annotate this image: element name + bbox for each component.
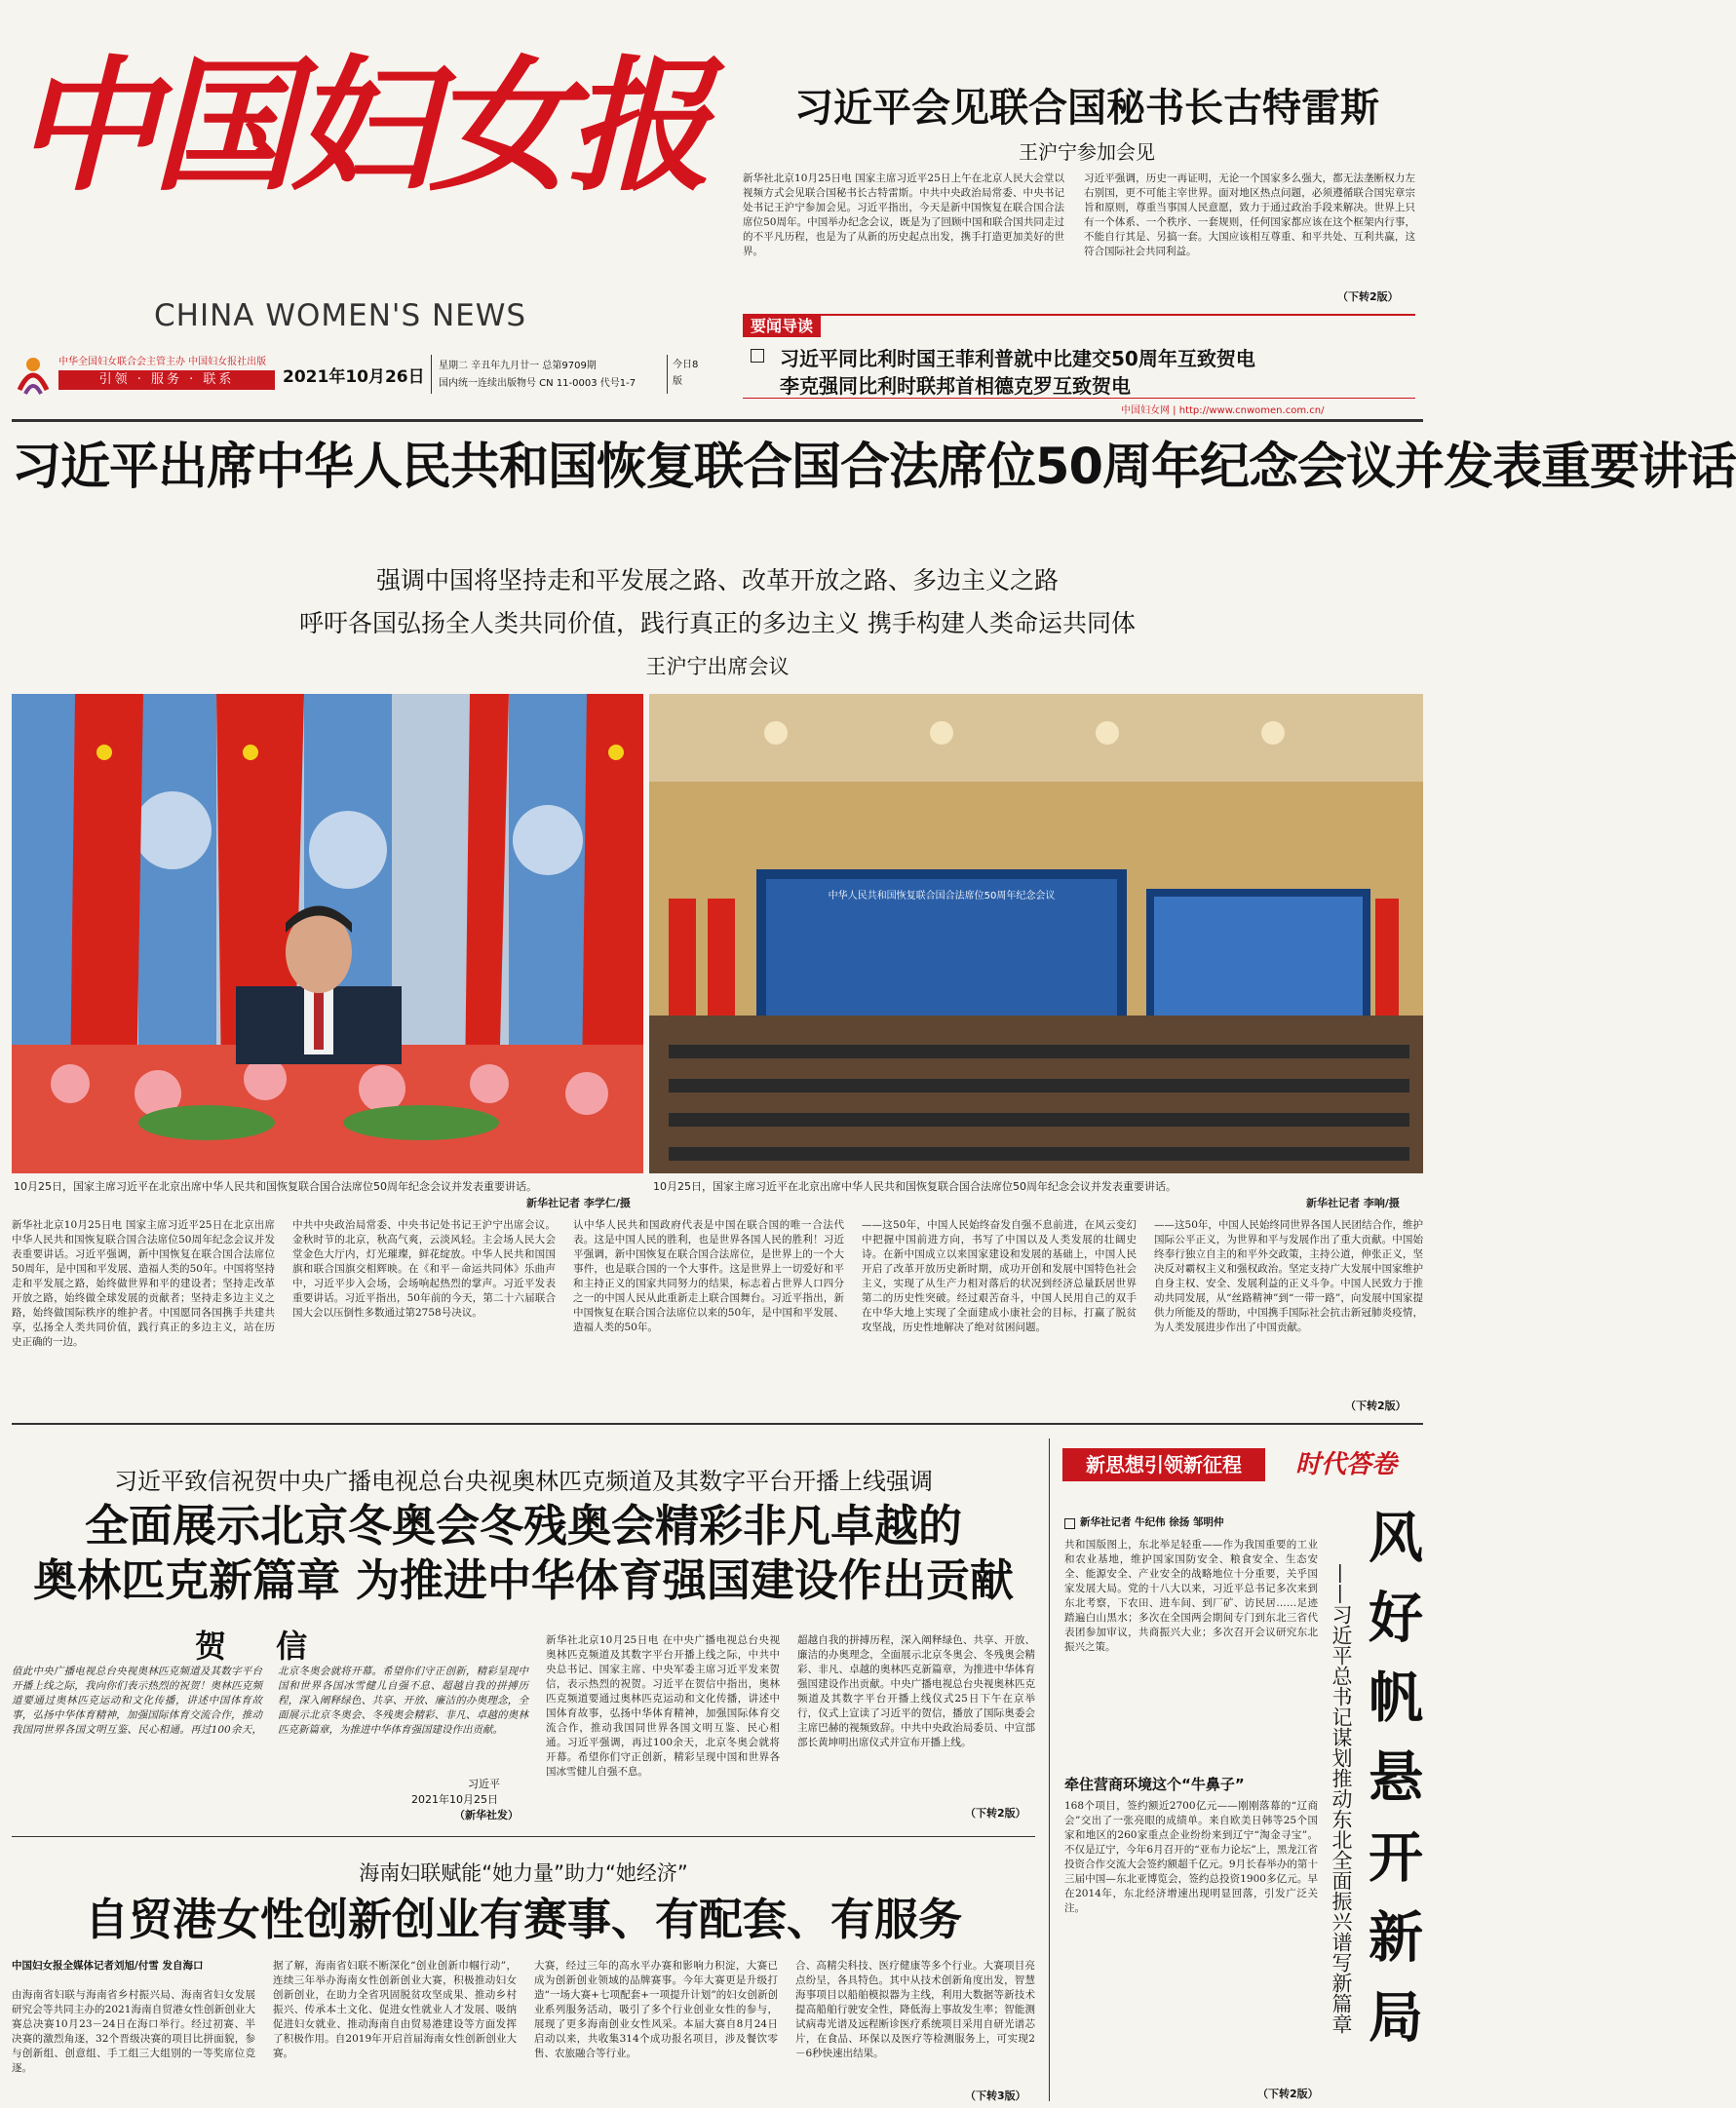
guide-item-2[interactable]: 李克强同比利时联邦首相德克罗互致贺电 (780, 374, 1131, 398)
series-tag: 时代答卷 (1294, 1450, 1397, 1479)
hainan-body-col-4: 合、高精尖科技、医疗健康等多个行业。大赛项目亮点纷呈，各具特色。其中从技术创新角度出发，智慧海事项目以船舶模拟器为主线，利用大数据等新技术提高船舶行驶安全性，降低海上事故发生率；智能测试病毒光谱及远程断诊医疗系统项目采用自研光谱芯片，在食品、环保以及医疗等检测服务上，可实现2－6秒快速出结果。 (795, 1960, 1035, 2059)
hainan-headline: 自贸港女性创新创业有赛事、有配套、有服务 (84, 1894, 962, 1945)
olympic-headline-1: 全面展示北京冬奥会冬残奥会精彩非凡卓越的 (84, 1500, 962, 1552)
org-line: 中华全国妇女联合会主管主办 中国妇女报社出版 (58, 357, 267, 367)
top-story-col-2: 习近平强调，历史一再证明，无论一个国家多么强大，都无法垄断权力左右别国，更不可能主宰世界。面对地区热点问题，必须遵循联合国宪章宗旨和原则，尊重当事国人民意愿，致力于通过政治手段来解决。世界上只有一个体系、一个秩序、一套规则，任何国家都应该在这个框架内行事，不能自行其是、另搞一套。大国应该相互尊重、和平共处、互利共赢，这符合国际社会共同利益。 (1084, 172, 1415, 257)
photo-venue-credit: 新华社记者 李响/摄 (1306, 1197, 1400, 1209)
photo-venue (649, 694, 1423, 1173)
masthead-info-bar (14, 351, 725, 400)
lead-body-col-4: ——这50年，中国人民始终奋发自强不息前进，在风云变幻中把握中国前进方向，书写了中国以及人类发展的壮阔史诗。在新中国成立以来国家建设和发展的基础上，中国人民开启了改革开放历史新时期，成功开创和发展中国特色社会主义，实现了从生产力相对落后的状况到经济总量跃居世界第二的历史性突破。经过艰苦奋斗，中国人民用自己的双手在中华大地上实现了全面建成小康社会的目标，打赢了脱贫攻坚战，历史性地解决了绝对贫困问题。 (862, 1219, 1137, 1333)
column-body-1: 共和国版图上，东北举足轻重——作为我国重要的工业和农业基地，维护国家国防安全、粮食安全、生态安全、能源安全、产业安全的战略地位十分重要，关乎国家发展大局。党的十八大以来，习近平总书记多次来到东北考察，下农田、进车间、到厂矿、访民居……足迹踏遍白山黑水；多次在全国两会期间专门到东北三省代表团参加审议，共商振兴大业；多次召开会议研究东北振兴之策。 (1064, 1539, 1318, 1653)
newspaper-logo: 中国妇女报 (14, 41, 706, 211)
masthead (0, 0, 741, 333)
lead-deck-3: 王沪宁出席会议 (645, 655, 790, 678)
website[interactable]: 中国妇女网 | http://www.cnwomen.com.cn/ (1121, 405, 1325, 416)
square-icon (1064, 1518, 1075, 1529)
column-byline: 新华社记者 牛纪伟 徐扬 邹明仲 (1080, 1516, 1224, 1528)
lead-deck-2: 呼吁各国弘扬全人类共同价值，践行真正的多边主义 携手构建人类命运共同体 (299, 609, 1136, 637)
hainan-body-col-1: 由海南省妇联与海南省乡村振兴局、海南省妇女发展研究会等共同主办的2021海南自贸港女性创新创业大赛总决赛10月23－24日在海口举行。经过初赛、半决赛的激烈角逐，32个晋级决赛的项目比拼面貌，参与创新组、创意组、手工组三大组别的一等奖席位竞逐。 (12, 1989, 255, 2074)
photo-venue-illustration (649, 694, 1423, 1173)
photo-venue-caption: 10月25日，国家主席习近平在北京出席中华人民共和国恢复联合国合法席位50周年纪念会议并发表重要讲话。 (653, 1180, 1177, 1193)
lead-body-col-5: ——这50年，中国人民始终同世界各国人民团结合作，维护国际公平正义，为世界和平与发展作出了重大贡献。中国始终奉行独立自主的和平外交政策，主持公道，伸张正义，坚决反对霸权主义和强权政治。坚定支持广大发展中国家维护自身主权、安全、发展利益的正义斗争。中国人民致力于推动共同发展，从“丝路精神”到“一带一路”，向发展中国家提供力所能及的帮助，中国携手国际社会抗击新冠肺炎疫情，为人类发展进步作出了中国贡献。 (1154, 1219, 1423, 1333)
checkbox-icon (751, 349, 764, 363)
lead-headline: 习近平出席中华人民共和国恢复联合国合法席位50周年纪念会议并发表重要讲话 (12, 439, 1736, 496)
english-name: CHINA WOMEN'S NEWS (154, 298, 527, 333)
column-body-2: 168个项目，签约额近2700亿元——刚刚落幕的“辽商会”交出了一张亮眼的成绩单。来自欧美日韩等25个国家和地区的260家重点企业纷纷来到辽宁“淘金寻宝”。不仅是辽宁，今年6月召开的“亚布力论坛”上，黑龙江省投资合作交流大会签约额超千亿元。9月长春举办的第十三届中国—东北亚博览会，签约总投资1900多亿元。早在2014年，东北经济增速出现明显回落，引发广泛关注。 (1064, 1800, 1318, 1914)
column-subtitle: ——习近平总书记谋划推动东北全面振兴谱写新篇章 (1330, 1563, 1353, 2034)
lead-deck-1: 强调中国将坚持走和平发展之路、改革开放之路、多边主义之路 (375, 566, 1059, 594)
emblem-icon (14, 351, 53, 396)
olympic-body-col-2: 超越自我的拼搏历程，深入阐释绿色、共享、开放、廉洁的办奥理念，全面展示北京冬奥会、冬残奥会精彩、非凡、卓越的奥林匹克新篇章，为推进中华体育强国建设作出贡献。中央广播电视总台央视奥林匹克频道及其数字平台开播上线仪式25日下午在京举行，仪式上宣读了习近平的贺信，播放了国际奥委会主席巴赫的视频致辞。中共中央政治局委员、中宣部部长黄坤明出席仪式并宣布开播上线。 (797, 1634, 1035, 1748)
guide-item-1[interactable]: 习近平同比利时国王菲利普就中比建交50周年互致贺电 (780, 347, 1255, 370)
top-story-continued: （下转2版） (1337, 290, 1399, 303)
photo-speaker (12, 694, 643, 1173)
lead-body-col-3: 认中华人民共和国政府代表是中国在联合国的唯一合法代表。这是中国人民的胜利，也是世界各国人民的胜利！习近平强调，新中国恢复在联合国合法席位，是世界上的一个大事件，也是联合国的一个大事件。这是世界上一切爱好和平和主持正义的国家共同努力的结果，标志着占世界人口四分之一的中国人民从此重新走上联合国舞台。习近平指出，新中国恢复在联合国合法席位以来的50年，是中国和平发展、造福人类的50年。 (573, 1219, 844, 1333)
lead-body-col-2: 中共中央政治局常委、中央书记处书记王沪宁出席会议。金秋时节的北京，秋高气爽，云淡风轻。主会场人民大会堂金色大厅内，灯光璀璨，鲜花绽放。中华人民共和国国旗和联合国旗交相辉映。在《和平－命运共同体》乐曲声中，习近平步入会场，会场响起热烈的掌声。习近平发表重要讲话。习近平指出，50年前的今天，第二十六届联合国大会以压倒性多数通过第2758号决议。 (292, 1219, 556, 1319)
olympic-kicker: 习近平致信祝贺中央广播电视总台央视奥林匹克频道及其数字平台开播上线强调 (114, 1468, 933, 1495)
photo-speaker-illustration (12, 694, 643, 1173)
page-count: 今日8版 (673, 360, 699, 387)
letter-signature: 习近平 (468, 1778, 500, 1790)
column-continued: （下转2版） (1257, 2088, 1319, 2100)
lead-continued: （下转2版） (1345, 1399, 1407, 1412)
photo-speaker-caption: 10月25日，国家主席习近平在北京出席中华人民共和国恢复联合国合法席位50周年纪念会议并发表重要讲话。 (14, 1180, 537, 1193)
column-title: 风好帆悬开新局 (1360, 1509, 1423, 2068)
letter-source: （新华社发） (454, 1809, 519, 1821)
venue-screen-text: 中华人民共和国恢复联合国合法席位50周年纪念会议 (828, 891, 1056, 901)
top-story-headline: 习近平会见联合国秘书长古特雷斯 (794, 86, 1379, 131)
issue-date: 2021年10月26日 (283, 367, 425, 387)
weekday-lunar: 星期二 辛丑年九月廿一 总第9709期 (439, 361, 597, 371)
issn: 国内统一连续出版物号 CN 11-0003 代号1-7 (439, 378, 637, 389)
olympic-continued: （下转2版） (965, 1807, 1026, 1820)
letter-text: 值此中央广播电视总台央视奥林匹克频道及其数字平台开播上线之际，我向你们表示热烈的祝贺！奥林匹克频道要通过奥林匹克运动和文化传播，讲述中国体育故事，弘扬中华体育精神，加强国际体育交流合作，推动我国同世界各国文明互鉴、民心相通。再过100余天，北京冬奥会就将开幕。希望你们守正创新，精彩呈现中国和世界各国冰雪健儿自强不息、超越自我的拼搏历程，深入阐释绿色、共享、开放、廉洁的办奥理念，全面展示北京冬奥会、冬残奥会精彩、非凡、卓越的奥林匹克新篇章，为推进中华体育强国建设作出贡献。 (12, 1666, 528, 1736)
hainan-body-col-2: 据了解，海南省妇联不断深化“创业创新巾帼行动”，连续三年举办海南女性创新创业大赛，积极推动妇女创新创业，在助力全省巩固脱贫攻坚成果、推动乡村振兴、传承本土文化、促进女性就业人才发展、吸纳促进妇女就业、推动海南自由贸易港建设等方面发挥了积极作用。自2019年开启首届海南女性创新创业大赛。 (273, 1960, 517, 2059)
hainan-byline: 中国妇女报全媒体记者刘旭/付雪 发自海口 (12, 1960, 204, 1972)
olympic-body-col-1: 新华社北京10月25日电 在中央广播电视总台央视奥林匹克频道及其数字平台开播上线之际，中共中央总书记、国家主席、中央军委主席习近平发来贺信，表示热烈的祝贺。习近平在贺信中指出，奥林匹克频道要通过奥林匹克运动和文化传播，讲述中国体育故事，弘扬中华体育精神，加强国际体育交流合作，推动我国同世界各国文明互鉴、民心相通。习近平强调，再过100余天，北京冬奥会就将开幕。希望你们守正创新，精彩呈现中国和世界各国冰雪健儿自强不息。 (546, 1634, 780, 1778)
guide-label: 要闻导读 (743, 316, 821, 337)
hainan-continued: （下转3版） (965, 2089, 1026, 2102)
hainan-body-col-3: 大赛，经过三年的高水平办赛和影响力积淀，大赛已成为创新创业领域的品牌赛事。今年大赛更是升级打造“一场大赛+七项配套+一项提升计划”的妇女创新创业系列服务活动，吸引了多个行业创业女性的参与，展现了更多海南创业女性风采。本届大赛自8月24日启动以来，共收集314个成功报名项目，涉及餐饮零售、农旅融合等行业。 (534, 1960, 778, 2059)
top-story-subhead: 王沪宁参加会见 (1019, 140, 1155, 164)
hainan-kicker: 海南妇联赋能“她力量”助力“她经济” (359, 1861, 688, 1885)
photo-speaker-credit: 新华社记者 李学仁/摄 (526, 1197, 631, 1209)
top-story-col-1: 新华社北京10月25日电 国家主席习近平25日上午在北京人民大会堂以视频方式会见联合国秘书长古特雷斯。中共中央政治局常委、中央书记处书记王沪宁参加会见。习近平指出，今天是新中国恢复在联合国合法席位50周年。中国举办纪念会议，既是为了回顾中国和联合国共同走过的不平凡历程，也是为了从新的历史起点出发，携手打造更加美好的世界。 (743, 172, 1064, 257)
letter-title: 贺 信 (195, 1628, 328, 1665)
motto-badge: 引领 · 服务 · 联系 (58, 370, 275, 390)
lead-body-col-1: 新华社北京10月25日电 国家主席习近平25日在北京出席中华人民共和国恢复联合国合法席位50周年纪念会议并发表重要讲话。习近平强调，新中国恢复在联合国合法席位50周年，是中国和平发展、造福人类的50年。中国将坚持走和平发展之路，始终做世界和平的建设者；坚持走改革开放之路，始终做全球发展的贡献者；坚持走多边主义之路，始终做国际秩序的维护者。中国愿同各国携手共建共享，弘扬全人类共同价值，践行真正的多边主义，站在历史正确的一边。 (12, 1219, 275, 1348)
letter-date: 2021年10月25日 (411, 1793, 498, 1806)
series-label: 新思想引领新征程 (1062, 1448, 1265, 1481)
olympic-headline-2: 奥林匹克新篇章 为推进中华体育强国建设作出贡献 (33, 1554, 1014, 1606)
column-subhead: 牵住营商环境这个“牛鼻子” (1064, 1776, 1245, 1793)
